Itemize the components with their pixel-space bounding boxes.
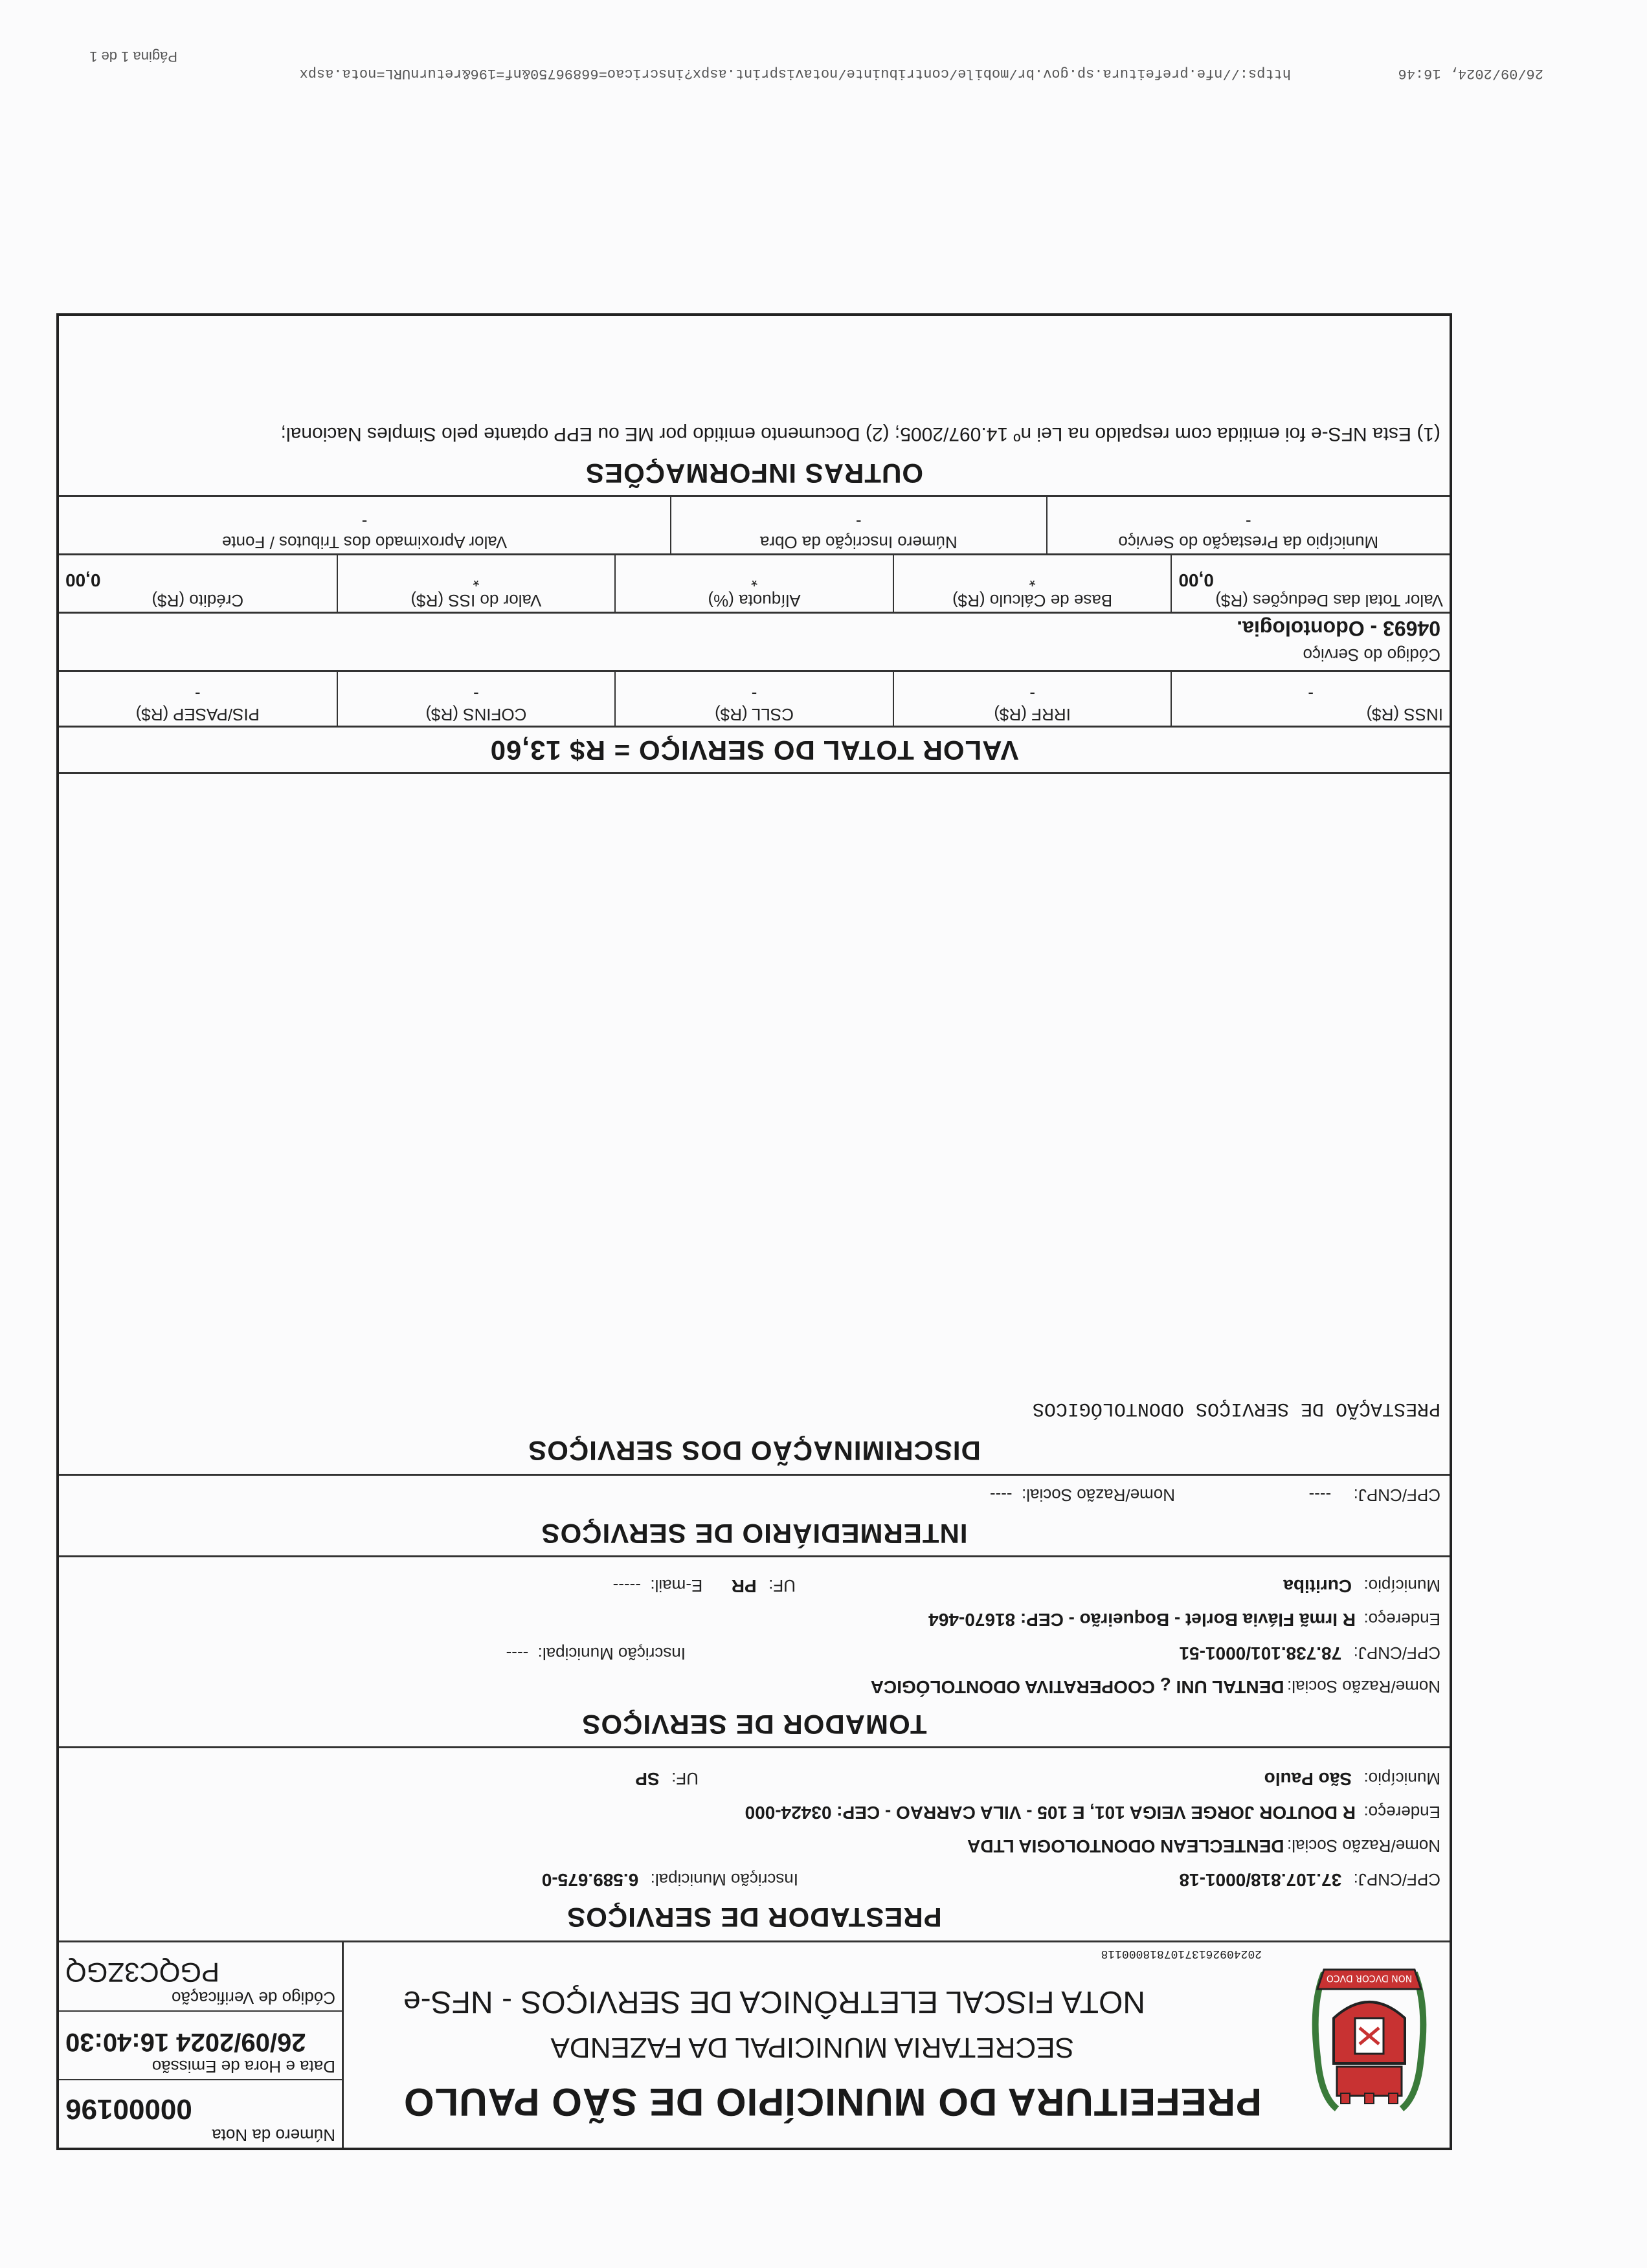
- numero-nota-label: Número da Nota: [212, 2126, 335, 2145]
- nfse-doc-type: NOTA FISCAL ELETRÔNICA DE SERVIÇOS - NFS-e: [403, 1984, 1145, 2019]
- valor-iss-label: Valor do ISS (R$): [410, 591, 542, 610]
- tomador-municipio-value: Curitiba: [1283, 1576, 1352, 1596]
- outras-informacoes-section: [59, 313, 1450, 495]
- valor-iss-cell: [337, 555, 616, 612]
- tomador-title: TOMADOR DE SERVIÇOS: [581, 1709, 927, 1740]
- extras-table: [59, 497, 1450, 553]
- discriminacao-title: DISCRIMINAÇÃO DOS SERVIÇOS: [528, 1436, 981, 1466]
- tomador-im-value: ----: [506, 1644, 529, 1663]
- intermediario-section: [59, 1474, 1450, 1555]
- prestador-nome-label: Nome/Razão Social:: [1287, 1836, 1440, 1856]
- intermediario-nome-value: ----: [989, 1485, 1013, 1505]
- municipio-prestacao-value: -: [1245, 513, 1251, 532]
- tributos-value: -: [361, 513, 368, 532]
- inscricao-obra-cell: [671, 497, 1046, 553]
- csll-cell: [615, 672, 893, 726]
- prestador-uf-label: UF:: [671, 1769, 699, 1788]
- secretaria-subtitle: SECRETARIA MUNICIPAL DA FAZENDA: [550, 2032, 1074, 2063]
- nfse-document: [56, 313, 1452, 2150]
- pis-label: PIS/PASEP (R$): [135, 705, 260, 724]
- deducoes-value: 0,00: [1178, 570, 1214, 590]
- calculo-row: [59, 553, 1450, 612]
- deducoes-label: Valor Total das Deduções (R$): [1215, 591, 1443, 610]
- tomador-cpf-label: CPF/CNPJ:: [1353, 1643, 1440, 1663]
- svg-text:NON DVCOR DVCO: NON DVCOR DVCO: [1326, 1973, 1413, 1983]
- prestador-im-value: 6.589.675-0: [541, 1870, 639, 1890]
- outras-informacoes-text: (1) Esta NFS-e foi emitida com respaldo na Lei nº 14.097/2005; (2) Documento emitido por ME ou EPP optante pelo Simples Nacional;: [280, 423, 1440, 445]
- tomador-email-value: -----: [612, 1576, 641, 1595]
- discriminacao-text: PRESTAÇÃO DE SERVIÇOS ODONTOLÓGICOS: [1032, 1397, 1440, 1419]
- inscricao-obra-label: Número Inscrição da Obra: [759, 533, 958, 552]
- prestador-uf-value: SP: [635, 1769, 660, 1789]
- intermediario-nome-label: Nome/Razão Social:: [1022, 1485, 1175, 1505]
- tomador-endereco-label: Endereço:: [1363, 1610, 1440, 1629]
- prestador-municipio-label: Município:: [1363, 1769, 1440, 1788]
- municipio-prestacao-cell: [1047, 497, 1450, 553]
- tomador-nome-label: Nome/Razão Social:: [1287, 1677, 1440, 1696]
- prestador-cpf-value: 37.107.818/0001-18: [1179, 1870, 1342, 1890]
- tomador-email-label: E-mail:: [650, 1576, 703, 1595]
- intermediario-title: INTERMEDIÁRIO DE SERVIÇOS: [541, 1518, 968, 1549]
- prestador-title: PRESTADOR DE SERVIÇOS: [566, 1902, 942, 1933]
- cofins-value: -: [473, 685, 479, 704]
- csll-label: CSLL (R$): [715, 705, 794, 724]
- valor-iss-value: *: [473, 571, 480, 590]
- codigo-verificacao-cell: [59, 1940, 342, 2010]
- print-timestamp: 26/09/2024, 16:46: [1398, 65, 1543, 82]
- inss-value: -: [1308, 685, 1314, 704]
- tomador-endereco-value: R Irmã Flávia Borlet - Boqueirão - CEP: 81670-464: [928, 1610, 1356, 1630]
- discriminacao-section: [59, 772, 1450, 1474]
- calculo-table: [59, 555, 1450, 612]
- prestador-section: [59, 1746, 1450, 1940]
- inscricao-obra-value: -: [856, 513, 862, 532]
- cofins-cell: [337, 672, 616, 726]
- credito-label: Crédito (R$): [151, 591, 244, 610]
- tomador-municipio-label: Município:: [1363, 1576, 1440, 1595]
- prestador-cpf-label: CPF/CNPJ:: [1353, 1870, 1440, 1889]
- csll-value: -: [751, 685, 757, 704]
- tomador-cpf-value: 78.738.101/0001-51: [1179, 1643, 1342, 1663]
- irrf-value: -: [1029, 685, 1035, 704]
- extras-row: [59, 495, 1450, 553]
- nfse-header: [59, 1940, 1450, 2148]
- data-emissao-cell: [59, 2010, 342, 2079]
- codigo-servico-section: [59, 612, 1450, 670]
- irrf-label: IRRF (R$): [994, 705, 1071, 724]
- inss-label: INSS (R$): [1366, 705, 1443, 724]
- data-emissao-label: Data e Hora de Emissão: [151, 2057, 335, 2076]
- pis-value: -: [194, 685, 201, 704]
- credito-cell: [59, 555, 337, 612]
- intermediario-cpf-value: ----: [1308, 1485, 1332, 1505]
- sao-paulo-coat-of-arms-icon: [1298, 1960, 1440, 2135]
- tomador-uf-label: UF:: [768, 1576, 796, 1595]
- tomador-uf-value: PR: [731, 1576, 757, 1596]
- data-emissao-value: 26/09/2024 16:40:30: [65, 2028, 306, 2056]
- barcode-text: 20240926137107818000118: [1101, 1947, 1262, 1960]
- base-calculo-value: *: [1029, 571, 1036, 590]
- retencoes-table: [59, 672, 1450, 726]
- codigo-servico-label: Código do Serviço: [1303, 645, 1440, 665]
- tomador-section: [59, 1555, 1450, 1746]
- prestador-endereco-label: Endereço:: [1363, 1803, 1440, 1822]
- prestador-im-label: Inscrição Municipal:: [650, 1870, 798, 1889]
- pis-cell: [59, 672, 337, 726]
- prestador-municipio-value: São Paulo: [1264, 1769, 1352, 1789]
- base-calculo-cell: [893, 555, 1172, 612]
- print-url: https://nfe.prefeitura.sp.gov.br/mobile/contribuinte/notavisprint.aspx?inscricao=66896750&nf=196&returnURL=nota.aspx: [299, 65, 1291, 82]
- inss-cell: [1171, 672, 1450, 726]
- tributos-cell: [59, 497, 671, 553]
- tomador-nome-value: DENTAL UNI ¿ COOPERATIVA ODONTOLÓGICA: [870, 1677, 1284, 1697]
- base-calculo-label: Base de Cálculo (R$): [952, 591, 1113, 610]
- valor-total-section: [59, 726, 1450, 772]
- prestador-endereco-value: R DOUTOR JORGE VEIGA 101, E 105 - VILA CARRAO - CEP: 03424-000: [745, 1803, 1356, 1823]
- valor-total-text: VALOR TOTAL DO SERVIÇO = R$ 13,60: [489, 735, 1019, 766]
- prefeitura-title: PREFEITURA DO MUNICÍPIO DE SÃO PAULO: [403, 2080, 1262, 2124]
- prestador-nome-value: DENTECLEAN ODONTOLOGIA LTDA: [967, 1836, 1284, 1856]
- codigo-servico-value: 04693 - Odontologia.: [1237, 617, 1440, 640]
- numero-nota-cell: [59, 2079, 342, 2148]
- tributos-label: Valor Aproximado dos Tributos / Fonte: [221, 533, 508, 552]
- aliquota-value: *: [750, 571, 758, 590]
- codigo-verificacao-value: PGQC3ZGQ: [65, 1957, 220, 1988]
- numero-nota-value: 00000196: [65, 2093, 192, 2125]
- credito-value: 0,00: [65, 570, 101, 590]
- retencoes-row: [59, 670, 1450, 726]
- cofins-label: COFINS (R$): [425, 705, 527, 724]
- irrf-cell: [893, 672, 1172, 726]
- municipio-prestacao-label: Município da Prestação do Serviço: [1118, 533, 1379, 552]
- print-page-number: Página 1 de 1: [89, 49, 177, 65]
- nfse-id-box: [59, 1940, 344, 2148]
- tomador-im-label: Inscrição Municipal:: [537, 1644, 686, 1663]
- outras-informacoes-title: OUTRAS INFORMAÇÕES: [585, 458, 923, 489]
- intermediario-cpf-label: CPF/CNPJ:: [1353, 1485, 1440, 1505]
- codigo-verificacao-label: Código de Verificação: [172, 1988, 335, 2008]
- aliquota-cell: [615, 555, 893, 612]
- deducoes-cell: [1171, 555, 1450, 612]
- aliquota-label: Alíquota (%): [708, 591, 801, 610]
